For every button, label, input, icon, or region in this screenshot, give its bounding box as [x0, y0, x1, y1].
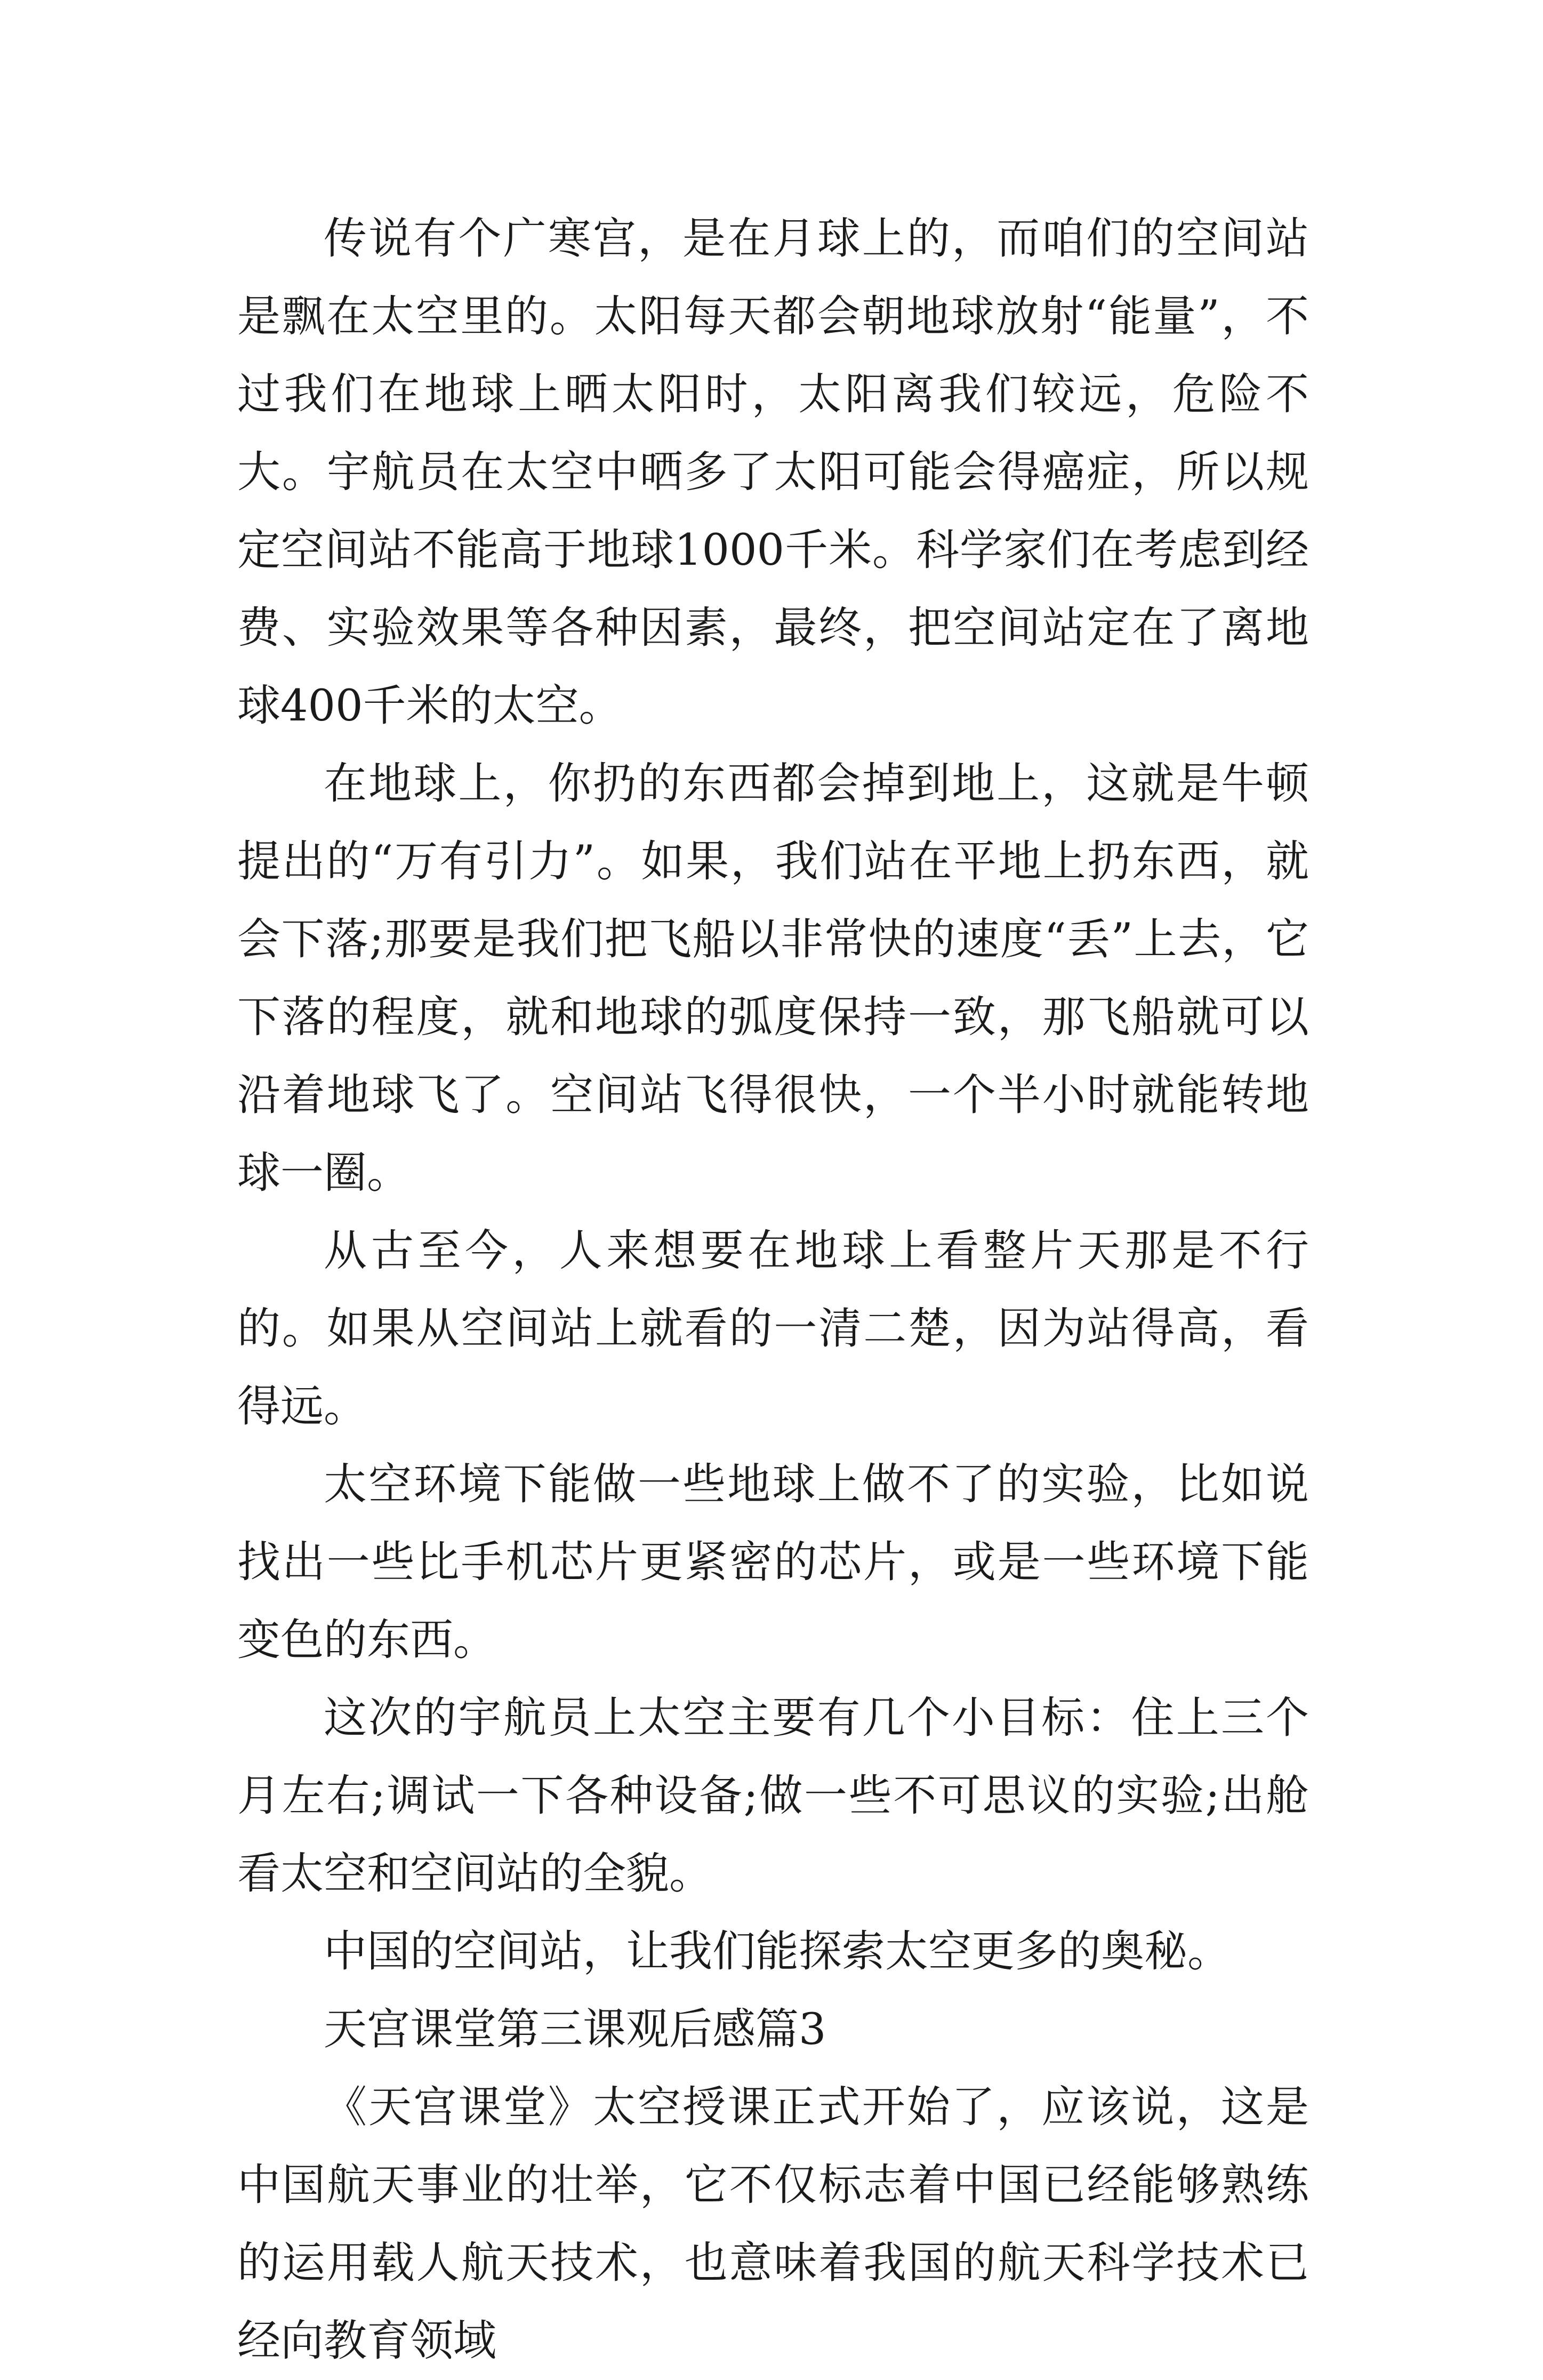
section-heading: 天宫课堂第三课观后感篇3 — [324, 2005, 826, 2055]
paragraph-astronaut-goals: 这次的宇航员上太空主要有几个小目标：住上三个月左右;调试一下各种设备;做一些不可思议的实验;出舱看太空和空间站的全貌。 — [237, 1693, 1309, 1899]
paragraph-view-from-station: 从古至今，人来想要在地球上看整片天那是不行的。如果从空间站上就看的一清二楚，因为站得高，看得远。 — [237, 1226, 1309, 1432]
paragraph-tiangong-classroom: 《天宫课堂》太空授课正式开始了，应该说，这是中国航天事业的壮举，它不仅标志着中国已经能够熟练的运用载人航天技术，也意味着我国的航天科学技术已经向教育领域 — [237, 2082, 1309, 2366]
paragraph-explore-mysteries: 中国的空间站，让我们能探索太空更多的奥秘。 — [324, 1927, 1231, 1977]
paragraph-tiangong-station: 传说有个广寒宫，是在月球上的，而咱们的空间站是飘在太空里的。太阳每天都会朝地球放射“能量”，不过我们在地球上晒太阳时，太阳离我们较远，危险不大。宇航员在太空中晒多了太阳可能会得癌症，所以规定空间站不能高于地球1000千米。科学家们在考虑到经费、实验效果等各种因素，最终，把空间站定在了离地球400千米的太空。 — [237, 214, 1309, 731]
document-body — [237, 200, 1309, 2380]
paragraph-gravity-orbit: 在地球上，你扔的东西都会掉到地上，这就是牛顿提出的“万有引力”。如果，我们站在平地上扔东西，就会下落;那要是我们把飞船以非常快的速度“丢”上去，它下落的程度，就和地球的弧度保持一致，那飞船就可以沿着地球飞了。空间站飞得很快，一个半小时就能转地球一圈。 — [237, 759, 1309, 1198]
paragraph-space-experiments: 太空环境下能做一些地球上做不了的实验，比如说找出一些比手机芯片更紧密的芯片，或是一些环境下能变色的东西。 — [237, 1460, 1309, 1665]
